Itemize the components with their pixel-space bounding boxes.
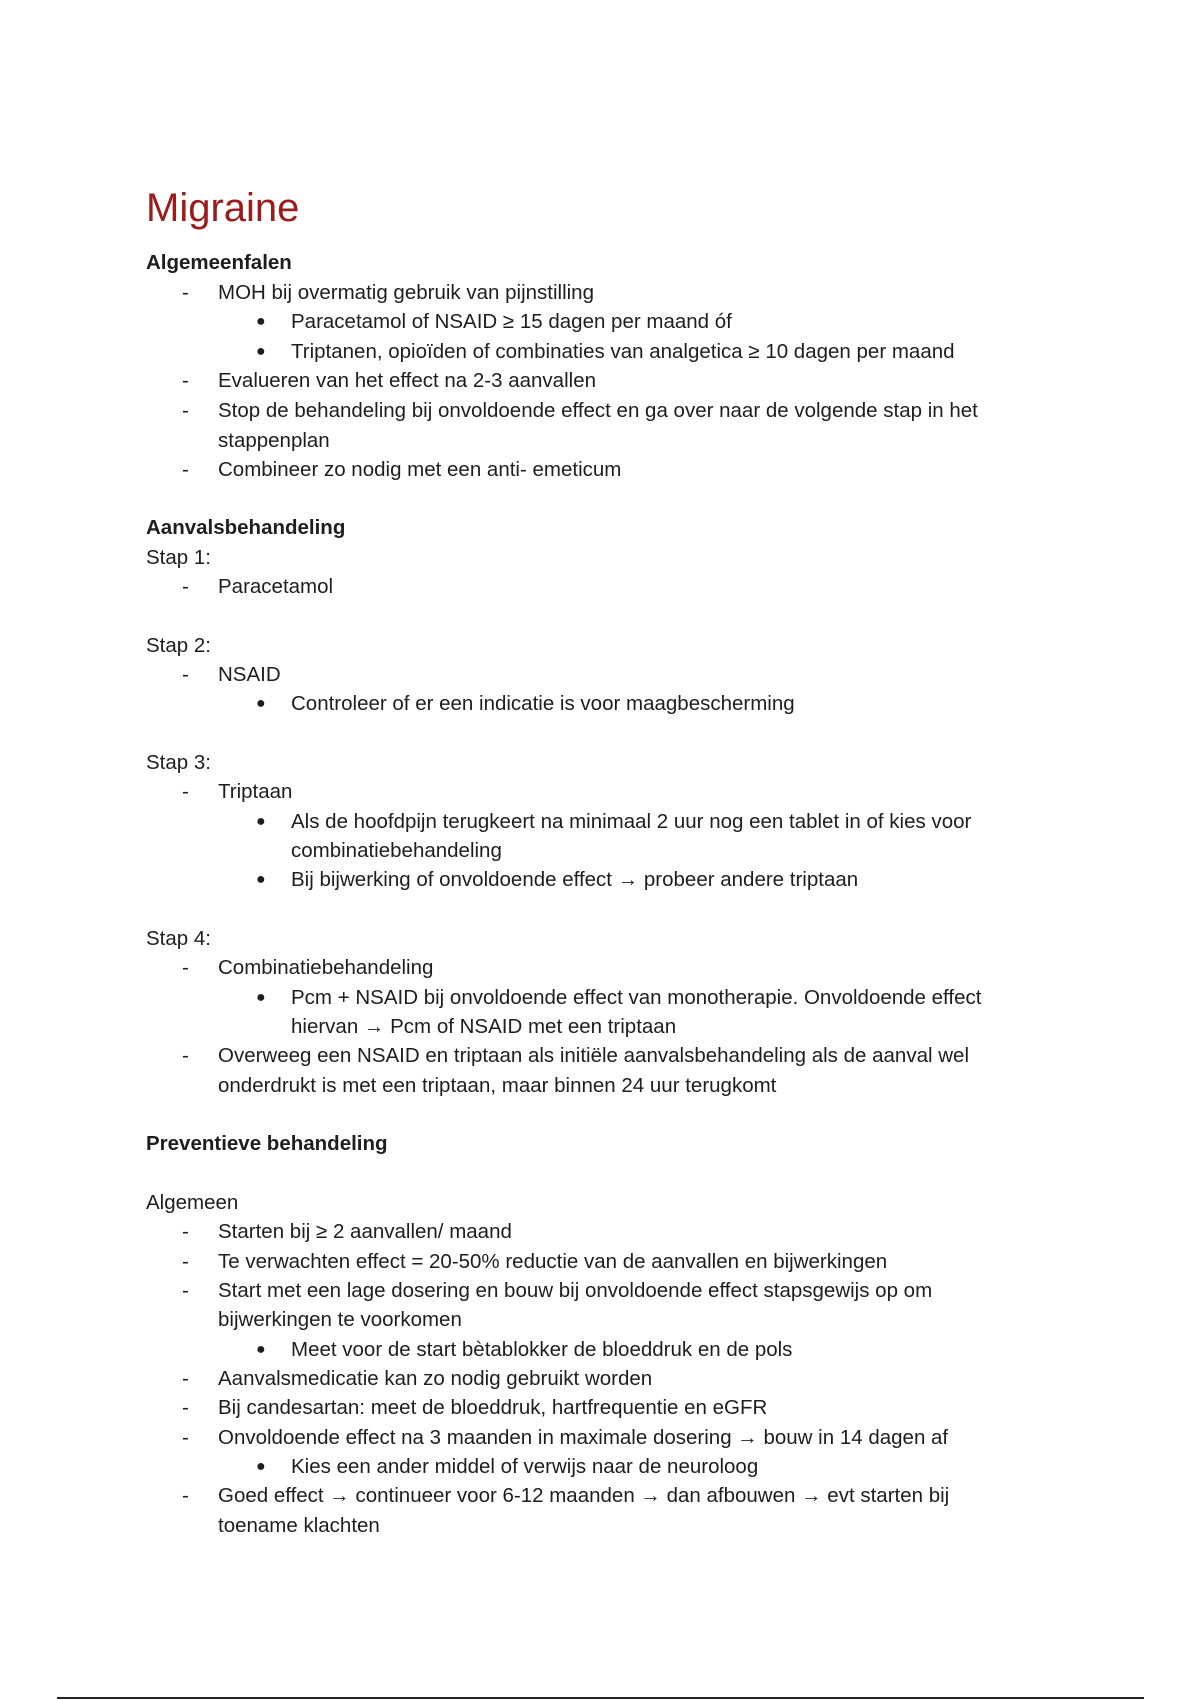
list-item: Overweeg een NSAID en triptaan als initiële aanvalsbehandeling als de aanval wel [218, 1044, 969, 1067]
bullet-marker: ● [256, 695, 266, 712]
step-label: Stap 3: [146, 751, 211, 774]
list-item: Als de hoofdpijn terugkeert na minimaal 2 uur nog een tablet in of kies voor [291, 810, 972, 833]
dash-marker: - [182, 281, 189, 304]
list-item-continuation: bijwerkingen te voorkomen [218, 1308, 462, 1331]
list-item: Goed effect → continueer voor 6-12 maanden → dan afbouwen → evt starten bij [218, 1484, 950, 1507]
list-item: Combinatiebehandeling [218, 956, 434, 979]
dash-marker: - [182, 1367, 189, 1390]
list-item: Triptaan [218, 780, 293, 803]
bullet-marker: ● [256, 343, 266, 360]
list-item: Paracetamol [218, 575, 334, 598]
heading-aanvalsbehandeling: Aanvalsbehandeling [146, 516, 346, 539]
list-item: Te verwachten effect = 20-50% reductie van de aanvallen en bijwerkingen [218, 1250, 888, 1273]
step-label: Stap 4: [146, 927, 211, 950]
subheading-algemeen: Algemeen [146, 1191, 239, 1214]
dash-marker: - [182, 1279, 189, 1302]
list-item: Triptanen, opioïden of combinaties van analgetica ≥ 10 dagen per maand [291, 340, 955, 363]
list-item: Onvoldoende effect na 3 maanden in maximale dosering → bouw in 14 dagen af [218, 1426, 949, 1449]
list-item-continuation: combinatiebehandeling [291, 839, 502, 862]
heading-algemeen: Algemeenfalen [146, 251, 292, 274]
bullet-marker: ● [256, 813, 266, 830]
dash-marker: - [182, 399, 189, 422]
list-item: Evalueren van het effect na 2-3 aanvallen [218, 369, 596, 392]
list-item: Bij candesartan: meet de bloeddruk, hartfrequentie en eGFR [218, 1396, 768, 1419]
step-label: Stap 2: [146, 634, 211, 657]
bullet-marker: ● [256, 871, 266, 888]
list-item-continuation: hiervan → Pcm of NSAID met een triptaan [291, 1015, 677, 1038]
dash-marker: - [182, 1250, 189, 1273]
list-item: Start met een lage dosering en bouw bij onvoldoende effect stapsgewijs op om [218, 1279, 933, 1302]
dash-marker: - [182, 1484, 189, 1507]
list-item-continuation: toename klachten [218, 1514, 380, 1537]
list-item: Paracetamol of NSAID ≥ 15 dagen per maand óf [291, 310, 732, 333]
list-item: NSAID [218, 663, 281, 686]
dash-marker: - [182, 956, 189, 979]
heading-preventieve-behandeling: Preventieve behandeling [146, 1132, 388, 1155]
list-item: Controleer of er een indicatie is voor maagbescherming [291, 692, 795, 715]
bullet-marker: ● [256, 1341, 266, 1358]
list-item-continuation: stappenplan [218, 429, 330, 452]
list-item: Starten bij ≥ 2 aanvallen/ maand [218, 1220, 512, 1243]
dash-marker: - [182, 663, 189, 686]
dash-marker: - [182, 1396, 189, 1419]
list-item: Meet voor de start bètablokker de bloeddruk en de pols [291, 1338, 793, 1361]
list-item: Pcm + NSAID bij onvoldoende effect van monotherapie. Onvoldoende effect [291, 986, 982, 1009]
dash-marker: - [182, 458, 189, 481]
bullet-marker: ● [256, 1458, 266, 1475]
bottom-divider [57, 1697, 1144, 1699]
page-title: Migraine [146, 186, 300, 230]
bullet-marker: ● [256, 989, 266, 1006]
dash-marker: - [182, 369, 189, 392]
bullet-marker: ● [256, 313, 266, 330]
list-item: Aanvalsmedicatie kan zo nodig gebruikt worden [218, 1367, 653, 1390]
dash-marker: - [182, 1426, 189, 1449]
step-label: Stap 1: [146, 546, 211, 569]
dash-marker: - [182, 1220, 189, 1243]
dash-marker: - [182, 575, 189, 598]
list-item-continuation: onderdrukt is met een triptaan, maar binnen 24 uur terugkomt [218, 1074, 777, 1097]
dash-marker: - [182, 1044, 189, 1067]
list-item: Combineer zo nodig met een anti- emeticum [218, 458, 622, 481]
list-item: Kies een ander middel of verwijs naar de neuroloog [291, 1455, 759, 1478]
list-item: Stop de behandeling bij onvoldoende effect en ga over naar de volgende stap in het [218, 399, 978, 422]
dash-marker: - [182, 780, 189, 803]
list-item: MOH bij overmatig gebruik van pijnstilling [218, 281, 594, 304]
list-item: Bij bijwerking of onvoldoende effect → probeer andere triptaan [291, 868, 859, 891]
